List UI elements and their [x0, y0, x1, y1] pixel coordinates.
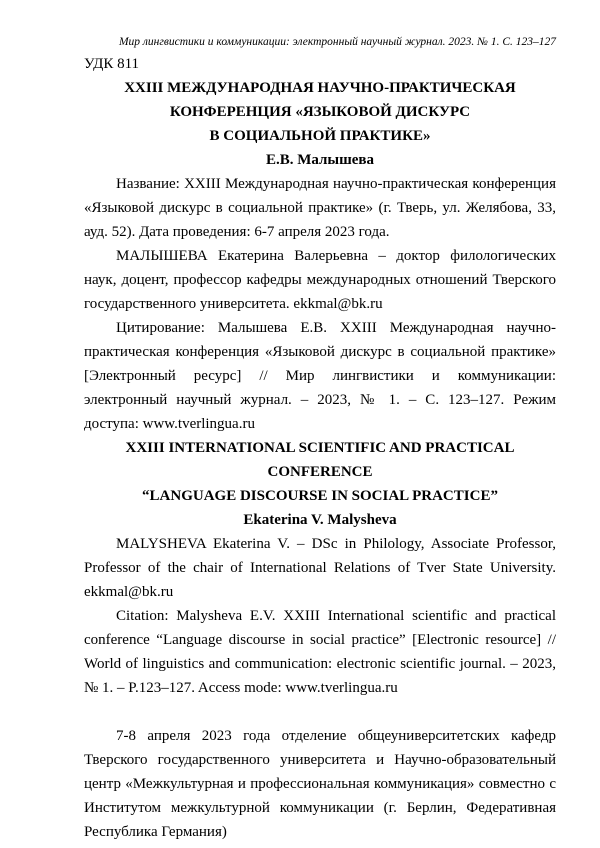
ru-title-line-2: КОНФЕРЕНЦИЯ «ЯЗЫКОВОЙ ДИСКУРС [169, 104, 471, 120]
en-citation: Citation: Malysheva E.V. XXIII International scientific and practical conference “Language discourse in social practice” [Electronic resource] // World of linguistics and communication: electronic scientific journal. – 2023, № 1. – P.123–127. Access mode: www.tverlingua.ru [84, 608, 556, 696]
running-header: Мир лингвистики и коммуникации: электронный научный журнал. 2023. № 1. С. 123–127 [118, 36, 556, 48]
en-title-line-2: “LANGUAGE DISCOURSE IN SOCIAL PRACTICE” [142, 488, 498, 504]
ru-title-line-1: XXIII МЕЖДУНАРОДНАЯ НАУЧНО-ПРАКТИЧЕСКАЯ [124, 80, 516, 96]
en-title-line-1: XXIII INTERNATIONAL SCIENTIFIC AND PRACTICAL CONFERENCE [125, 440, 515, 480]
ru-citation: Цитирование: Малышева Е.В. XXIII Международная научно-практическая конференция «Языковой дискурс в социальной практике» [Электронный ресурс] // Мир лингвистики и коммуникации: электронный научный журнал. – 2023, № 1. – С. 123–127. Режим доступа: www.tverlingua.ru [84, 320, 556, 432]
section-gap [84, 700, 556, 724]
document-page [84, 36, 556, 844]
udc-code: УДК 811 [84, 56, 140, 72]
ru-author-info: МАЛЫШЕВА Екатерина Валерьевна – доктор филологических наук, доцент, профессор кафедры международных отношений Тверского государственного университета. ekkmal@bk.ru [84, 248, 556, 312]
en-author: Ekaterina V. Malysheva [243, 512, 397, 528]
en-author-info: MALYSHEVA Ekaterina V. – DSc in Philology, Associate Professor, Professor of the chair of International Relations of Tver State University. ekkmal@bk.ru [84, 536, 556, 600]
ru-name-paragraph: Название: XXIII Международная научно-практическая конференция «Языковой дискурс в социальной практике» (г. Тверь, ул. Желябова, 33, ауд. 52). Дата проведения: 6-7 апреля 2023 года. [84, 176, 556, 240]
ru-title-line-3: В СОЦИАЛЬНОЙ ПРАКТИКЕ» [209, 128, 431, 144]
body-paragraph-1: 7-8 апреля 2023 года отделение общеуниверситетских кафедр Тверского государственного университета и Научно-образовательный центр «Межкультурная и профессиональная коммуникация» совместно с Институтом межкультурной коммуникации (г. Берлин, Федеративная Республика Германия) [84, 728, 556, 840]
ru-author: Е.В. Малышева [265, 152, 375, 168]
